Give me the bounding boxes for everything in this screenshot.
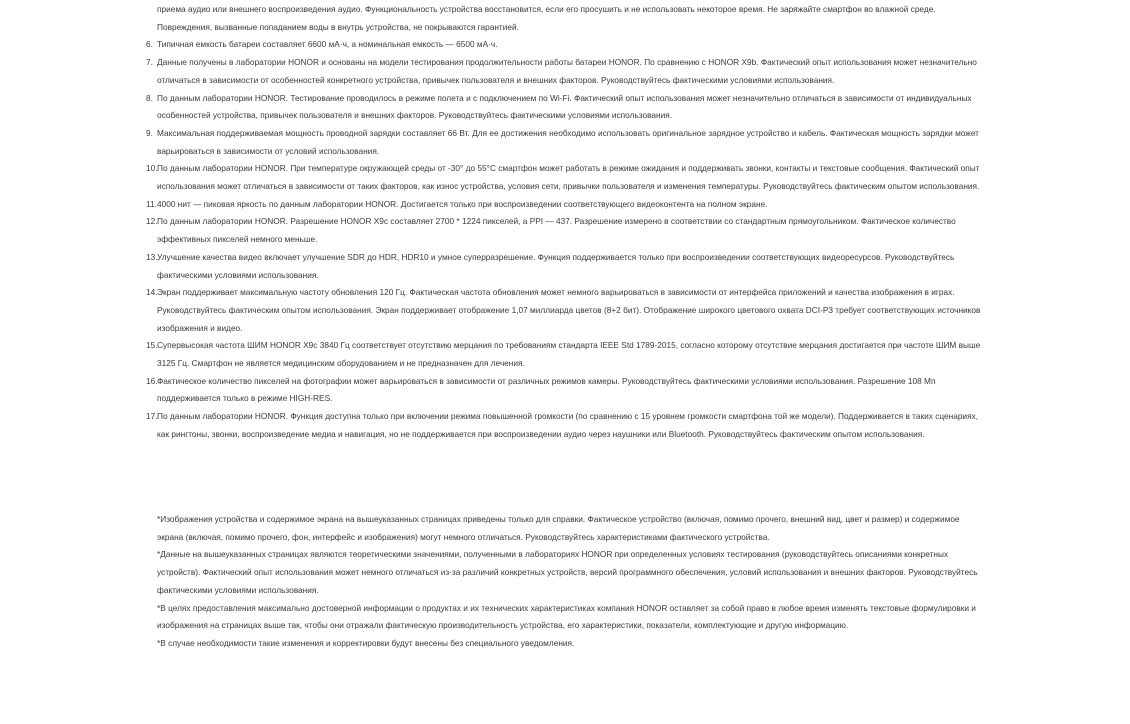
footnote-number: 13. [146, 251, 158, 262]
disclaimer-rights: *В целях предоставления максимально достоверной информации о продуктах и их технических характеристиках компания HONOR оставляет за собой право в любое время изменять текстовые формулировки и изображения на страницах выше так, чтобы они отражали фактическую производительность устройства, его характеристики, показатели, комплектующие и другую информацию. [157, 602, 976, 631]
footnote-text: По данным лаборатории HONOR. При температуре окружающей среды от -30° до 55°С смартфон может работать в режиме ожидания и поддерживать звонки, контакты и текстовые сообщения. Фактический опыт использования может отличаться в зависимости от таких факторов, как износ устройства, условия сети, привычки пользователя и изменения температуры. Руководствуйтесь фактическим опытом использования. [157, 163, 980, 192]
footnote-item [146, 54, 987, 89]
footnote-item [146, 373, 987, 408]
footnote-item [146, 337, 987, 372]
disclaimer-changes: *В случае необходимости такие изменения и корректировки будут внесены без специального уведомления. [157, 637, 575, 648]
footnote-item [146, 90, 987, 125]
footnote-item [146, 125, 987, 160]
footnote-text: Максимальная поддерживаемая мощность проводной зарядки составляет 66 Вт. Для ее достижения необходимо использовать оригинальное зарядное устройство и кабель. Фактическая мощность зарядки может варьироваться в зависимости от условий использования. [157, 127, 979, 156]
footnote-number: 10. [146, 163, 158, 174]
disclaimer-images: *Изображения устройства и содержимое экрана на вышеуказанных страницах приведены только для справки. Фактическое устройство (включая, помимо прочего, внешний вид, цвет и размер) и содержимое экрана (включая, помимо прочего, фон, интерфейс и изображения) могут немного отличаться. Руководствуйтесь характеристиками фактического устройства. [157, 514, 960, 542]
footnotes-list [146, 0, 987, 444]
footnote-text: По данным лаборатории HONOR. Разрешение HONOR X9c составляет 2700 * 1224 пикселей, а PPI — 437. Разрешение измерено в соответствии со стандартным прямоугольником. Фактическое количество эффективных пикселей немного меньше. [157, 216, 956, 245]
footnote-number: 16. [146, 375, 158, 386]
footnote-text: 4000 нит — пиковая яркость по данным лаборатории HONOR. Достигается только при воспроизведении соответствующего видеоконтента на полном экране. [157, 198, 768, 209]
footnote-item [146, 213, 987, 248]
footnote-text: Улучшение качества видео включает улучшение SDR до HDR, HDR10 и умное суперразрешение. Функция поддерживается только при воспроизведении соответствующих видеоресурсов. Руководствуйтесь фактическими условиями использования. [157, 251, 955, 280]
footnote-text: По данным лаборатории HONOR. Тестирование проводилось в режиме полета и с подключением по Wi-Fi. Фактический опыт использования может незначительно отличаться в зависимости от индивидуальных особенностей устройства, привычек пользователя и внешних факторов. Руководствуйтесь фактическими условиями использования. [157, 92, 972, 121]
footnote-text: Фактическое количество пикселей на фотографии может варьироваться в зависимости от различных режимов камеры. Руководствуйтесь фактическими условиями использования. Разрешение 108 Мп поддерживается только в режиме HIGH-RES. [157, 375, 936, 404]
footnote-number: 11. [146, 198, 157, 209]
disclaimer-data: *Данные на вышеуказанных страницах являются теоретическими значениями, полученными в лабораториях HONOR при определенных условиях тестирования (руководствуйтесь описаниями конкретных устройств). Фактический опыт использования может немного отличаться из-за различий конкретных устройств, версий программного обеспечения, условий использования и внешних факторов. Руководствуйтесь фактическими условиями использования. [157, 549, 978, 595]
footnote-item [157, 1, 987, 36]
footnote-number: 6. [146, 39, 153, 50]
footnote-item [146, 196, 987, 214]
footnote-item [146, 36, 987, 54]
footnote-text: Данные получены в лаборатории HONOR и основаны на модели тестирования продолжительности работы батареи HONOR. По сравнению с HONOR X9b. Фактический опыт использования может незначительно отличаться в зависимости от особенностей конкретного устройства, привычек пользователя и внешних факторов. Руководствуйтесь фактическими условиями использования. [157, 57, 977, 85]
footnote-item [146, 408, 987, 443]
footnote-item [146, 160, 987, 195]
footnote-item [146, 249, 987, 284]
footnote-text: Типичная емкость батареи составляет 6600 мА·ч, а номинальная емкость — 6500 мА·ч. [157, 39, 498, 50]
footnote-number: 17. [146, 411, 158, 422]
footnote-number: 8. [146, 92, 153, 103]
footnote-text: По данным лаборатории HONOR. Функция доступна только при включении режима повышенной громкости (по сравнению с 15 уровнем громкости смартфона той же модели). Поддерживается в таких сценариях, как рингтоны, звонки, воспроизведение медиа и навигация, но не поддерживается при воспроизведении аудио через наушники или Bluetooth. Руководствуйтесь фактическим опытом использования. [157, 411, 979, 439]
footnote-item [146, 284, 987, 337]
disclaimers-block [157, 511, 987, 653]
footnote-text: приема аудио или внешнего воспроизведения аудио. Функциональность устройства восстановится, если его просушить и не использовать некоторое время. Не заряжайте смартфон во влажной среде. Повреждения, вызванные попаданием воды в внутрь устройства, не покрываются гарантией. [157, 4, 936, 32]
footnote-number: 12. [146, 216, 158, 227]
footnote-text: Экран поддерживает максимальную частоту обновления 120 Гц. Фактическая частота обновления может немного варьироваться в зависимости от интерфейса приложений и качества изображения в играх. Руководствуйтесь фактическим опытом использования. Экран поддерживает отображение 1,07 миллиарда цветов (8+2 бит). Отображение широкого цветового охвата DCI-P3 требует соответствующих источников изображения и видео. [157, 287, 981, 333]
footnote-text: Супервысокая частота ШИМ HONOR X9c 3840 Гц соответствует отсутствию мерцания по требованиям стандарта IEEE Std 1789-2015, согласно которому отсутствие мерцания достигается при частоте ШИМ выше 3125 Гц. Смартфон не является медицинским оборудованием и не предназначен для лечения. [157, 340, 981, 369]
footnote-number: 14. [146, 287, 158, 298]
footnote-number: 7. [146, 57, 153, 68]
footnote-number: 15. [146, 340, 158, 351]
footnote-number: 9. [146, 127, 153, 138]
